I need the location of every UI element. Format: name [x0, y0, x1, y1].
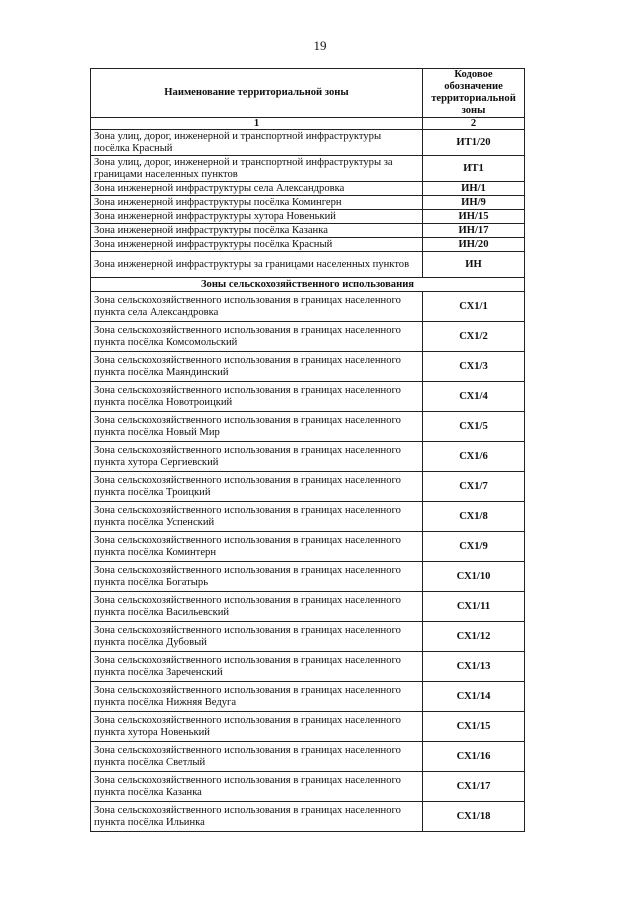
table-row: [91, 322, 525, 352]
table-row: [91, 130, 525, 156]
zone-name-cell: Зона сельскохозяйственного использования в границах населенного пункта посёлка Успенский: [91, 502, 423, 532]
zone-code-cell: СХ1/13: [423, 652, 525, 682]
zone-name-cell: Зона улиц, дорог, инженерной и транспортной инфраструктуры посёлка Красный: [91, 130, 423, 156]
zone-name-cell: Зона сельскохозяйственного использования в границах населенного пункта посёлка Светлый: [91, 742, 423, 772]
zone-code-cell: СХ1/16: [423, 742, 525, 772]
table-row: [91, 772, 525, 802]
table-row: [91, 196, 525, 210]
zone-code-cell: ИН: [423, 252, 525, 278]
zone-code-cell: СХ1/8: [423, 502, 525, 532]
zone-name-cell: Зона инженерной инфраструктуры хутора Новенький: [91, 210, 423, 224]
table-row: [91, 156, 525, 182]
zone-code-cell: СХ1/2: [423, 322, 525, 352]
zone-name-cell: Зона инженерной инфраструктуры посёлка Красный: [91, 238, 423, 252]
zone-code-cell: ИН/9: [423, 196, 525, 210]
zone-code-cell: СХ1/1: [423, 292, 525, 322]
table-row: [91, 412, 525, 442]
table-row: [91, 382, 525, 412]
zone-name-cell: Зона улиц, дорог, инженерной и транспортной инфраструктуры за границами населенных пунктов: [91, 156, 423, 182]
zone-name-cell: Зона инженерной инфраструктуры за границами населенных пунктов: [91, 252, 423, 278]
column-number-2: 2: [423, 118, 525, 130]
zone-name-cell: Зона инженерной инфраструктуры посёлка Казанка: [91, 224, 423, 238]
zone-name-cell: Зона сельскохозяйственного использования в границах населенного пункта посёлка Новый Мир: [91, 412, 423, 442]
table-row: [91, 592, 525, 622]
zone-code-cell: СХ1/15: [423, 712, 525, 742]
table-row: [91, 472, 525, 502]
table-row: [91, 238, 525, 252]
zone-name-cell: Зона сельскохозяйственного использования в границах населенного пункта села Александровка: [91, 292, 423, 322]
zone-code-cell: СХ1/17: [423, 772, 525, 802]
zone-name-cell: Зона сельскохозяйственного использования в границах населенного пункта посёлка Зареченский: [91, 652, 423, 682]
table-row: [91, 210, 525, 224]
zone-code-cell: ИН/17: [423, 224, 525, 238]
header-zone-code: Кодовое обозначение территориальной зоны: [423, 69, 525, 118]
table-row: [91, 224, 525, 238]
header-zone-name: Наименование территориальной зоны: [91, 69, 423, 118]
agricultural-rows: [91, 292, 525, 832]
section-heading-row: [91, 278, 525, 292]
zone-code-cell: СХ1/11: [423, 592, 525, 622]
table-row: [91, 682, 525, 712]
table-row: [91, 442, 525, 472]
zone-code-cell: ИН/15: [423, 210, 525, 224]
zone-code-cell: СХ1/6: [423, 442, 525, 472]
zone-code-cell: ИН/20: [423, 238, 525, 252]
zone-name-cell: Зона сельскохозяйственного использования в границах населенного пункта посёлка Дубовый: [91, 622, 423, 652]
zone-code-cell: СХ1/18: [423, 802, 525, 832]
table-row: [91, 802, 525, 832]
zone-code-cell: СХ1/3: [423, 352, 525, 382]
zone-name-cell: Зона сельскохозяйственного использования в границах населенного пункта посёлка Маяндинский: [91, 352, 423, 382]
zone-code-cell: СХ1/7: [423, 472, 525, 502]
table-row: [91, 532, 525, 562]
table-row: [91, 292, 525, 322]
table-row: [91, 622, 525, 652]
table-row: [91, 742, 525, 772]
zone-name-cell: Зона сельскохозяйственного использования в границах населенного пункта посёлка Казанка: [91, 772, 423, 802]
zone-name-cell: Зона сельскохозяйственного использования в границах населенного пункта посёлка Троицкий: [91, 472, 423, 502]
zone-name-cell: Зона сельскохозяйственного использования в границах населенного пункта посёлка Нижняя Ведуга: [91, 682, 423, 712]
table-row: [91, 252, 525, 278]
column-number-1: 1: [91, 118, 423, 130]
zone-code-cell: ИТ1/20: [423, 130, 525, 156]
zone-name-cell: Зона инженерной инфраструктуры села Александровка: [91, 182, 423, 196]
column-number-row: [91, 118, 525, 130]
zone-name-cell: Зона сельскохозяйственного использования в границах населенного пункта хутора Новенький: [91, 712, 423, 742]
zone-name-cell: Зона сельскохозяйственного использования в границах населенного пункта посёлка Комсомольский: [91, 322, 423, 352]
table-row: [91, 182, 525, 196]
table-row: [91, 712, 525, 742]
zone-name-cell: Зона сельскохозяйственного использования в границах населенного пункта хутора Сергиевский: [91, 442, 423, 472]
zone-code-cell: СХ1/14: [423, 682, 525, 712]
zone-name-cell: Зона сельскохозяйственного использования в границах населенного пункта посёлка Новотроицкий: [91, 382, 423, 412]
page-number: 19: [313, 38, 327, 53]
table-row: [91, 502, 525, 532]
infrastructure-rows: [91, 130, 525, 278]
zone-code-cell: СХ1/10: [423, 562, 525, 592]
zone-code-cell: ИТ1: [423, 156, 525, 182]
table-row: [91, 652, 525, 682]
zone-code-cell: СХ1/9: [423, 532, 525, 562]
zone-code-cell: СХ1/12: [423, 622, 525, 652]
zone-name-cell: Зона сельскохозяйственного использования в границах населенного пункта посёлка Коминтерн: [91, 532, 423, 562]
zone-code-cell: СХ1/4: [423, 382, 525, 412]
zone-name-cell: Зона сельскохозяйственного использования в границах населенного пункта посёлка Васильевский: [91, 592, 423, 622]
zones-table: [90, 68, 525, 832]
zone-code-cell: СХ1/5: [423, 412, 525, 442]
table-row: [91, 352, 525, 382]
zone-code-cell: ИН/1: [423, 182, 525, 196]
section-heading: Зоны сельскохозяйственного использования: [91, 278, 525, 292]
table-row: [91, 562, 525, 592]
zone-name-cell: Зона инженерной инфраструктуры посёлка Комингерн: [91, 196, 423, 210]
table-header-row: [91, 69, 525, 118]
zone-name-cell: Зона сельскохозяйственного использования в границах населенного пункта посёлка Ильинка: [91, 802, 423, 832]
section-row-group: [91, 278, 525, 292]
zone-name-cell: Зона сельскохозяйственного использования в границах населенного пункта посёлка Богатырь: [91, 562, 423, 592]
